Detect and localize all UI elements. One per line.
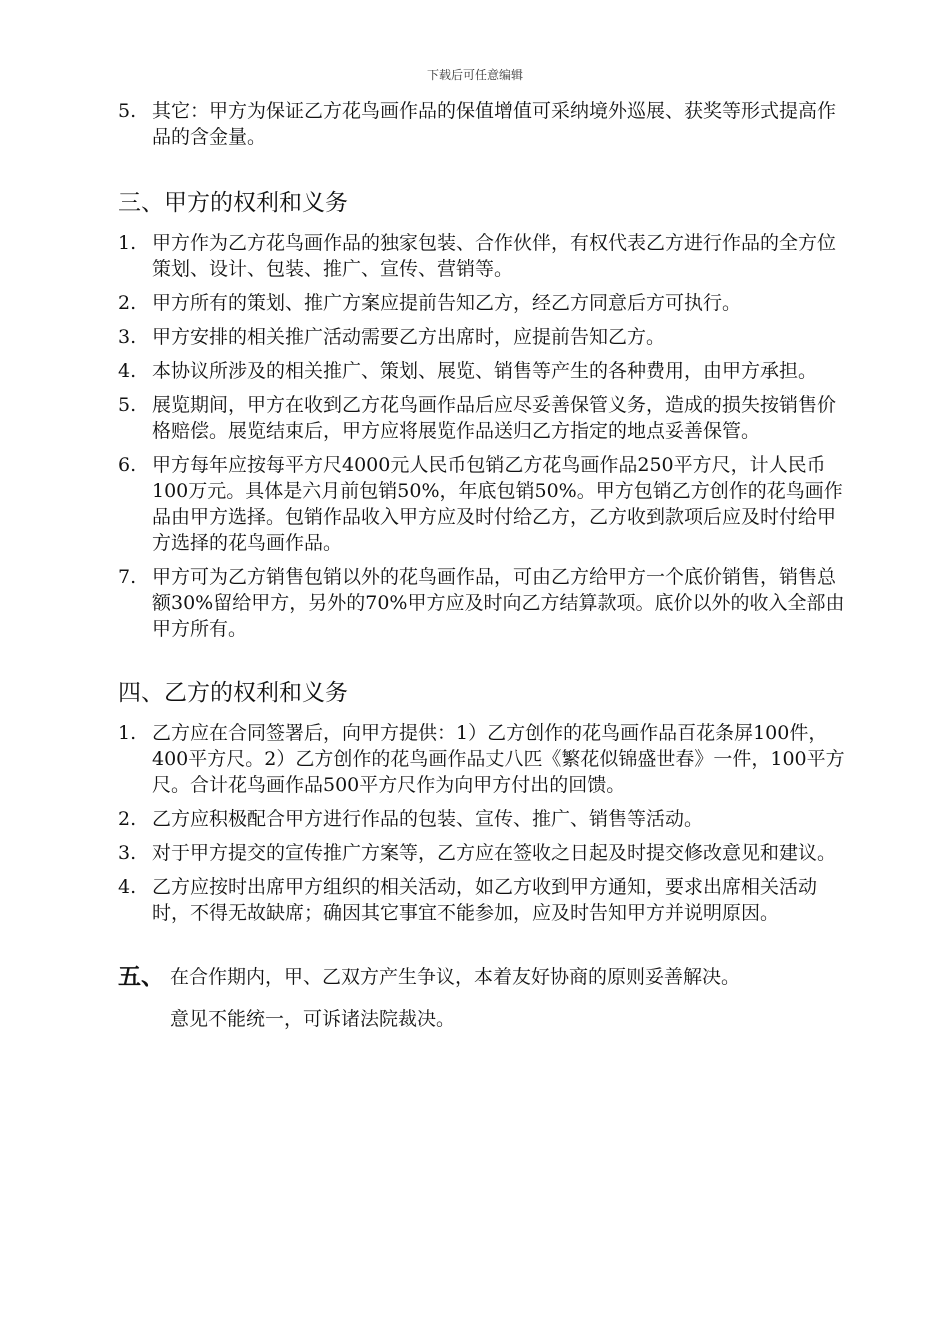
list-item [118,452,848,556]
item-text: 对于甲方提交的宣传推广方案等，乙方应在签收之日起及时提交修改意见和建议。 [152,842,837,864]
list-item [118,564,848,642]
list-item [118,720,848,798]
list-item [118,840,848,866]
item-text: 乙方应积极配合甲方进行作品的包装、宣传、推广、销售等活动。 [152,808,704,830]
section-heading-5: 五、 [118,963,164,990]
item-text: 甲方作为乙方花鸟画作品的独家包装、合作伙伴，有权代表乙方进行作品的全方位策划、设计、包装、推广、宣传、营销等。 [152,232,837,280]
document-body [118,98,848,1031]
item-text: 甲方可为乙方销售包销以外的花鸟画作品，可由乙方给甲方一个底价销售，销售总额30%留给甲方，另外的70%甲方应及时向乙方结算款项。底价以外的收入全部由甲方所有。 [152,566,845,640]
item-text: 甲方每年应按每平方尺4000元人民币包销乙方花鸟画作品250平方尺，计人民币100万元。具体是六月前包销50%，年底包销50%。甲方包销乙方创作的花鸟画作品由甲方选择。包销作品收入甲方应及时付给乙方，乙方收到款项后应及时付给甲方选择的花鸟画作品。 [152,454,843,554]
list-item [118,874,848,926]
item-number: 5. [118,100,137,122]
item-number: 4. [118,876,137,898]
item-text: 甲方安排的相关推广活动需要乙方出席时，应提前告知乙方。 [152,326,666,348]
item-text: 本协议所涉及的相关推广、策划、展览、销售等产生的各种费用，由甲方承担。 [152,360,818,382]
list-item [118,358,848,384]
item-number: 2. [118,292,137,314]
item-number: 2. [118,808,137,830]
section-heading-3: 三、甲方的权利和义务 [118,190,348,216]
list-item [118,98,848,150]
item-text: 甲方所有的策划、推广方案应提前告知乙方，经乙方同意后方可执行。 [152,292,742,314]
item-number: 1. [118,722,137,744]
item-number: 3. [118,326,137,348]
list-item [118,324,848,350]
item-number: 6. [118,454,137,476]
item-text: 其它：甲方为保证乙方花鸟画作品的保值增值可采纳境外巡展、获奖等形式提高作品的含金量。 [152,100,837,148]
item-number: 3. [118,842,137,864]
list-item [118,290,848,316]
section-5-line-2: 意见不能统一，可诉诸法院裁决。 [170,1008,456,1030]
item-number: 1. [118,232,137,254]
item-number: 5. [118,394,137,416]
page-header: 下载后可任意编辑 [426,68,523,82]
item-number: 4. [118,360,137,382]
section-5 [118,964,848,990]
section-5-line-1: 在合作期内，甲、乙双方产生争议，本着友好协商的原则妥善解决。 [170,966,741,988]
item-text: 乙方应按时出席甲方组织的相关活动，如乙方收到甲方通知，要求出席相关活动时，不得无故缺席；确因其它事宜不能参加，应及时告知甲方并说明原因。 [152,876,818,924]
section-heading-4: 四、乙方的权利和义务 [118,680,348,706]
item-text: 展览期间，甲方在收到乙方花鸟画作品后应尽妥善保管义务，造成的损失按销售价格赔偿。展览结束后，甲方应将展览作品送归乙方指定的地点妥善保管。 [152,394,837,442]
item-text: 乙方应在合同签署后，向甲方提供：1）乙方创作的花鸟画作品百花条屏100件，400平方尺。2）乙方创作的花鸟画作品丈八匹《繁花似锦盛世春》一件，100平方尺。合计花鸟画作品500平方尺作为向甲方付出的回馈。 [152,722,845,796]
list-item [118,230,848,282]
item-number: 7. [118,566,137,588]
list-item [118,806,848,832]
list-item [118,392,848,444]
